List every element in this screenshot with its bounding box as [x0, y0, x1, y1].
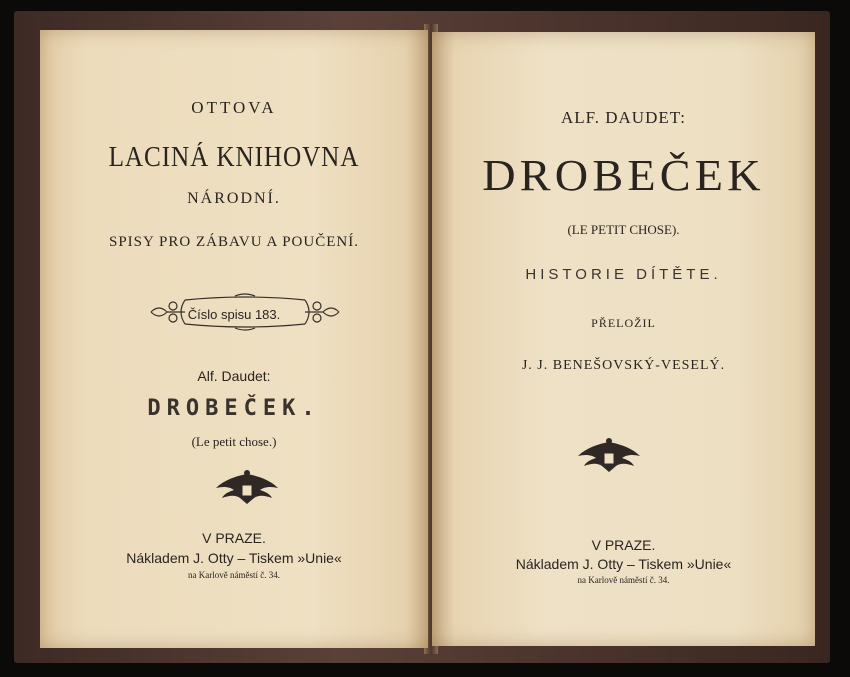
- book-subtitle: HISTORIE DÍTĚTE.: [525, 266, 722, 283]
- publication-city: V PRAZE.: [202, 530, 266, 546]
- publisher-address: na Karlově náměstí č. 34.: [188, 570, 280, 580]
- volume-number: Číslo spisu 183.: [187, 307, 281, 322]
- eagle-emblem-icon: [214, 468, 280, 508]
- collection-subtitle: SPISY PRO ZÁBAVU A POUČENÍ.: [109, 234, 359, 250]
- publication-city: V PRAZE.: [591, 537, 656, 553]
- collection-name: LACINÁ KNIHOVNA: [108, 142, 360, 173]
- series-name: OTTOVA: [191, 98, 277, 117]
- original-title: (Le petit chose.): [191, 434, 277, 449]
- book-title: DROBEČEK.: [147, 396, 321, 421]
- right-page: [432, 32, 815, 646]
- translated-by-label: PŘELOŽIL: [591, 316, 656, 330]
- collection-national: NÁRODNÍ.: [187, 190, 281, 207]
- eagle-emblem-icon: [576, 436, 642, 476]
- author-name: ALF. DAUDET:: [560, 108, 686, 127]
- publisher-line: Nákladem J. Otty – Tiskem »Unie«: [126, 550, 342, 566]
- original-title: (LE PETIT CHOSE).: [567, 222, 680, 237]
- left-page: [40, 30, 428, 648]
- publisher-line: Nákladem J. Otty – Tiskem »Unie«: [515, 556, 732, 572]
- publisher-address: na Karlově náměstí č. 34.: [577, 575, 670, 585]
- translator-name: J. J. BENEŠOVSKÝ-VESELÝ.: [521, 358, 726, 373]
- author-name: Alf. Daudet:: [197, 368, 271, 384]
- book-title: DROBEČEK: [482, 151, 765, 200]
